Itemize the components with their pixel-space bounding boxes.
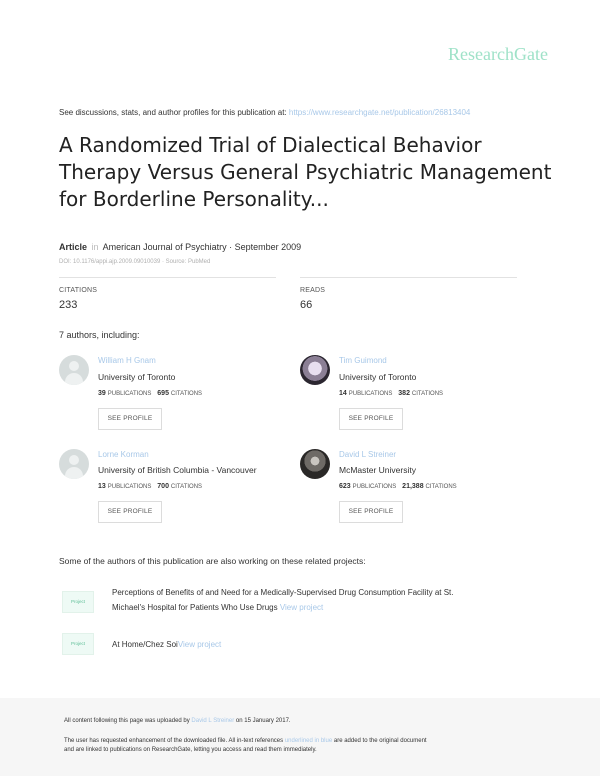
project-badge: Project [62, 591, 94, 613]
author-institution: University of Toronto [339, 372, 417, 382]
citations-count: 233 [59, 299, 78, 311]
author-card [300, 355, 530, 435]
authors-heading: 7 authors, including: [59, 330, 140, 340]
author-card [300, 449, 540, 529]
avatar[interactable] [59, 449, 89, 479]
title-line: Therapy Versus General Psychiatric Management [59, 160, 552, 184]
header-note-text: See discussions, stats, and author profiles for this publication at: [59, 108, 289, 117]
page-title [59, 132, 559, 213]
related-projects-heading: Some of the authors of this publication are also working on these related projects: [59, 556, 366, 566]
related-project [112, 585, 552, 615]
citations-caption: CITATIONS [170, 484, 203, 490]
publications-caption: PUBLICATIONS [107, 484, 152, 490]
view-project-link[interactable]: View project [177, 640, 222, 649]
publication-link[interactable]: https://www.researchgate.net/publication/26813404 [288, 108, 471, 117]
meta-separator: in [91, 242, 99, 252]
researchgate-logo[interactable]: ResearchGate [448, 44, 548, 64]
enhancement-note [64, 737, 427, 755]
publications-count: 13 [98, 483, 106, 490]
project-title-line: At Home/Chez Soi [112, 640, 178, 649]
author-stats [339, 390, 447, 397]
publication-meta [59, 242, 301, 252]
note-link[interactable]: underlined in blue [284, 738, 333, 744]
author-name[interactable]: David L Streiner [339, 450, 397, 459]
author-stats [98, 483, 206, 490]
divider [59, 277, 276, 278]
avatar[interactable] [59, 355, 89, 385]
author-institution: University of British Columbia - Vancouver [98, 465, 257, 475]
author-name[interactable]: William H Gnam [98, 356, 156, 365]
related-project [112, 637, 552, 652]
see-profile-button[interactable]: SEE PROFILE [339, 408, 403, 430]
publications-caption: PUBLICATIONS [348, 391, 393, 397]
view-project-link[interactable]: View project [279, 603, 324, 612]
author-institution: University of Toronto [98, 372, 176, 382]
note-text: The user has requested enhancement of the downloaded file. All in-text references [64, 738, 285, 744]
citations-count: 382 [398, 390, 410, 397]
citations-count: 21,388 [402, 483, 424, 490]
citations-caption: CITATIONS [425, 484, 457, 490]
title-line: for Borderline Personality... [59, 187, 329, 211]
citations-label: CITATIONS [59, 287, 98, 294]
project-title-line: Perceptions of Benefits of and Need for a Medically-Supervised Drug Consumption Facility at St. [112, 588, 454, 597]
see-profile-button[interactable]: SEE PROFILE [98, 501, 162, 523]
divider [300, 277, 517, 278]
author-institution: McMaster University [339, 465, 416, 475]
avatar[interactable] [300, 355, 330, 385]
author-stats [339, 483, 461, 490]
author-name[interactable]: Lorne Korman [98, 450, 149, 459]
author-stats [98, 390, 206, 397]
title-line: A Randomized Trial of Dialectical Behavior [59, 133, 482, 157]
author-card [59, 355, 289, 435]
citations-count: 695 [157, 390, 169, 397]
publications-caption: PUBLICATIONS [352, 484, 397, 490]
author-name[interactable]: Tim Guimond [339, 356, 387, 365]
reads-count: 66 [300, 299, 313, 311]
upload-text: All content following this page was uploaded by [64, 718, 192, 724]
publications-count: 623 [339, 483, 351, 490]
citations-count: 700 [157, 483, 169, 490]
publication-type: Article [59, 242, 88, 252]
project-badge: Project [62, 633, 94, 655]
publications-caption: PUBLICATIONS [107, 391, 152, 397]
citations-caption: CITATIONS [411, 391, 444, 397]
see-profile-button[interactable]: SEE PROFILE [339, 501, 403, 523]
uploader-link[interactable]: David L Streiner [191, 718, 235, 724]
publications-count: 14 [339, 390, 347, 397]
note-text: are added to the original document [332, 738, 427, 744]
header-note [59, 108, 470, 117]
upload-note [64, 717, 291, 726]
reads-label: READS [300, 287, 326, 294]
doi-line: DOI: 10.1176/appi.ajp.2009.09010039 · Source: PubMed [59, 259, 211, 265]
citations-caption: CITATIONS [170, 391, 203, 397]
author-card [59, 449, 299, 529]
avatar[interactable] [300, 449, 330, 479]
note-text: and are linked to publications on ResearchGate, letting you access and read them immediately. [64, 747, 317, 753]
see-profile-button[interactable]: SEE PROFILE [98, 408, 162, 430]
upload-date: on 15 January 2017. [234, 718, 291, 724]
project-title-line: Michael's Hospital for Patients Who Use Drugs [112, 603, 278, 612]
publications-count: 39 [98, 390, 106, 397]
journal-info: American Journal of Psychiatry · September 2009 [102, 242, 302, 252]
